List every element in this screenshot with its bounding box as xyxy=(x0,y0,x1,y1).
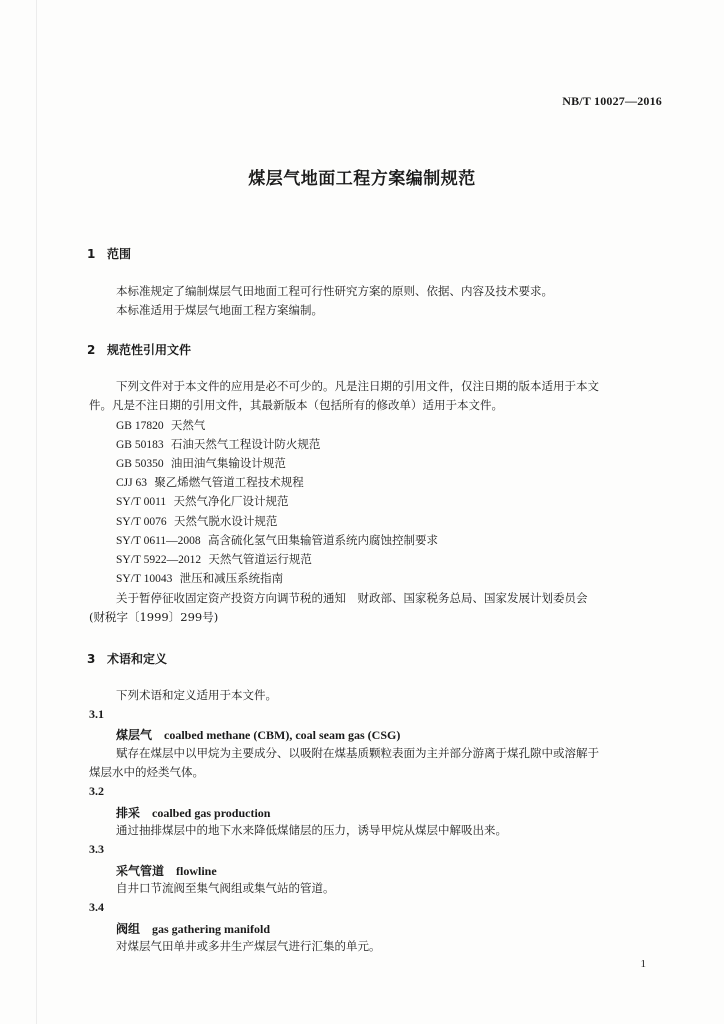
reference-item xyxy=(116,418,205,433)
reference-item xyxy=(116,533,438,548)
clause-number: 3.3 xyxy=(89,842,104,856)
term-definition: 自井口节流阀至集气阀组或集气站的管道。 xyxy=(116,881,335,895)
paragraph: 下列术语和定义适用于本文件。 xyxy=(116,688,277,702)
section-title: 范围 xyxy=(107,247,132,261)
paragraph: 关于暂停征收固定资产投资方向调节税的通知 财政部、国家税务总局、国家发展计划委员会 xyxy=(116,591,588,605)
reference-item xyxy=(116,514,277,529)
term-heading xyxy=(116,862,217,879)
term-en: flowline xyxy=(176,864,217,878)
term-en: coalbed gas production xyxy=(152,806,271,820)
term-heading xyxy=(116,804,270,821)
term-definition: 煤层水中的烃类气体。 xyxy=(89,765,204,779)
reference-code: CJJ 63 xyxy=(116,477,147,489)
reference-code: GB 50183 xyxy=(116,439,164,451)
section-2-heading xyxy=(87,341,191,358)
reference-name: 泄压和减压系统指南 xyxy=(179,571,284,585)
reference-name: 高含硫化氢气田集输管道系统内腐蚀控制要求 xyxy=(207,533,438,547)
document-title: 煤层气地面工程方案编制规范 xyxy=(248,169,476,189)
term-definition: 赋存在煤层中以甲烷为主要成分、以吸附在煤基质颗粒表面为主并部分游离于煤孔隙中或溶解于 xyxy=(116,746,599,760)
reference-code: SY/T 5922—2012 xyxy=(116,554,202,566)
section-3-heading xyxy=(87,650,167,667)
clause-number: 3.1 xyxy=(89,707,104,721)
page-number: 1 xyxy=(640,958,646,970)
reference-name: 天然气净化厂设计规范 xyxy=(173,494,289,508)
section-title: 术语和定义 xyxy=(107,652,168,666)
reference-name: 石油天然气工程设计防火规范 xyxy=(170,437,321,451)
term-definition: 通过抽排煤层中的地下水来降低煤储层的压力，诱导甲烷从煤层中解吸出来。 xyxy=(116,823,507,837)
term-heading xyxy=(116,726,400,743)
reference-name: 油田油气集输设计规范 xyxy=(170,456,286,470)
reference-code: SY/T 0011 xyxy=(116,496,167,508)
reference-code: SY/T 0611—2008 xyxy=(116,535,201,547)
term-zh: 阀组 xyxy=(116,922,141,936)
reference-item xyxy=(116,494,288,509)
term-zh: 排采 xyxy=(116,806,141,820)
reference-item xyxy=(116,437,320,452)
paragraph: (财税字〔1999〕299号) xyxy=(89,610,219,624)
term-heading xyxy=(116,920,270,937)
reference-name: 天然气管道运行规范 xyxy=(208,552,312,566)
reference-item xyxy=(116,456,286,471)
section-number: 1 xyxy=(87,247,96,261)
term-en: coalbed methane (CBM), coal seam gas (CSG) xyxy=(164,728,401,742)
term-zh: 煤层气 xyxy=(116,728,153,742)
reference-item xyxy=(116,571,283,586)
reference-name: 天然气脱水设计规范 xyxy=(173,514,278,528)
reference-item xyxy=(116,475,304,490)
reference-code: GB 17820 xyxy=(116,420,164,432)
term-zh: 采气管道 xyxy=(116,864,165,878)
clause-number: 3.2 xyxy=(89,784,104,798)
reference-name: 天然气 xyxy=(170,418,206,432)
reference-code: SY/T 10043 xyxy=(116,573,173,585)
reference-code: GB 50350 xyxy=(116,458,164,470)
paragraph: 下列文件对于本文件的应用是必不可少的。凡是注日期的引用文件，仅注日期的版本适用于本文 xyxy=(116,379,599,393)
paragraph: 本标准规定了编制煤层气田地面工程可行性研究方案的原则、依据、内容及技术要求。 xyxy=(116,284,553,298)
section-number: 3 xyxy=(87,652,96,666)
term-en: gas gathering manifold xyxy=(152,922,271,936)
paragraph: 件。凡是不注日期的引用文件，其最新版本（包括所有的修改单）适用于本文件。 xyxy=(89,398,503,412)
page-edge-shadow xyxy=(36,0,37,1024)
reference-code: SY/T 0076 xyxy=(116,516,167,528)
standard-code: NB/T 10027—2016 xyxy=(562,94,662,108)
section-1-heading xyxy=(87,245,131,262)
reference-name: 聚乙烯燃气管道工程技术规程 xyxy=(154,475,304,489)
section-title: 规范性引用文件 xyxy=(107,343,192,357)
paragraph: 本标准适用于煤层气地面工程方案编制。 xyxy=(116,303,323,317)
reference-item xyxy=(116,552,312,567)
section-number: 2 xyxy=(87,343,96,357)
clause-number: 3.4 xyxy=(89,900,104,914)
term-definition: 对煤层气田单井或多井生产煤层气进行汇集的单元。 xyxy=(116,939,381,953)
